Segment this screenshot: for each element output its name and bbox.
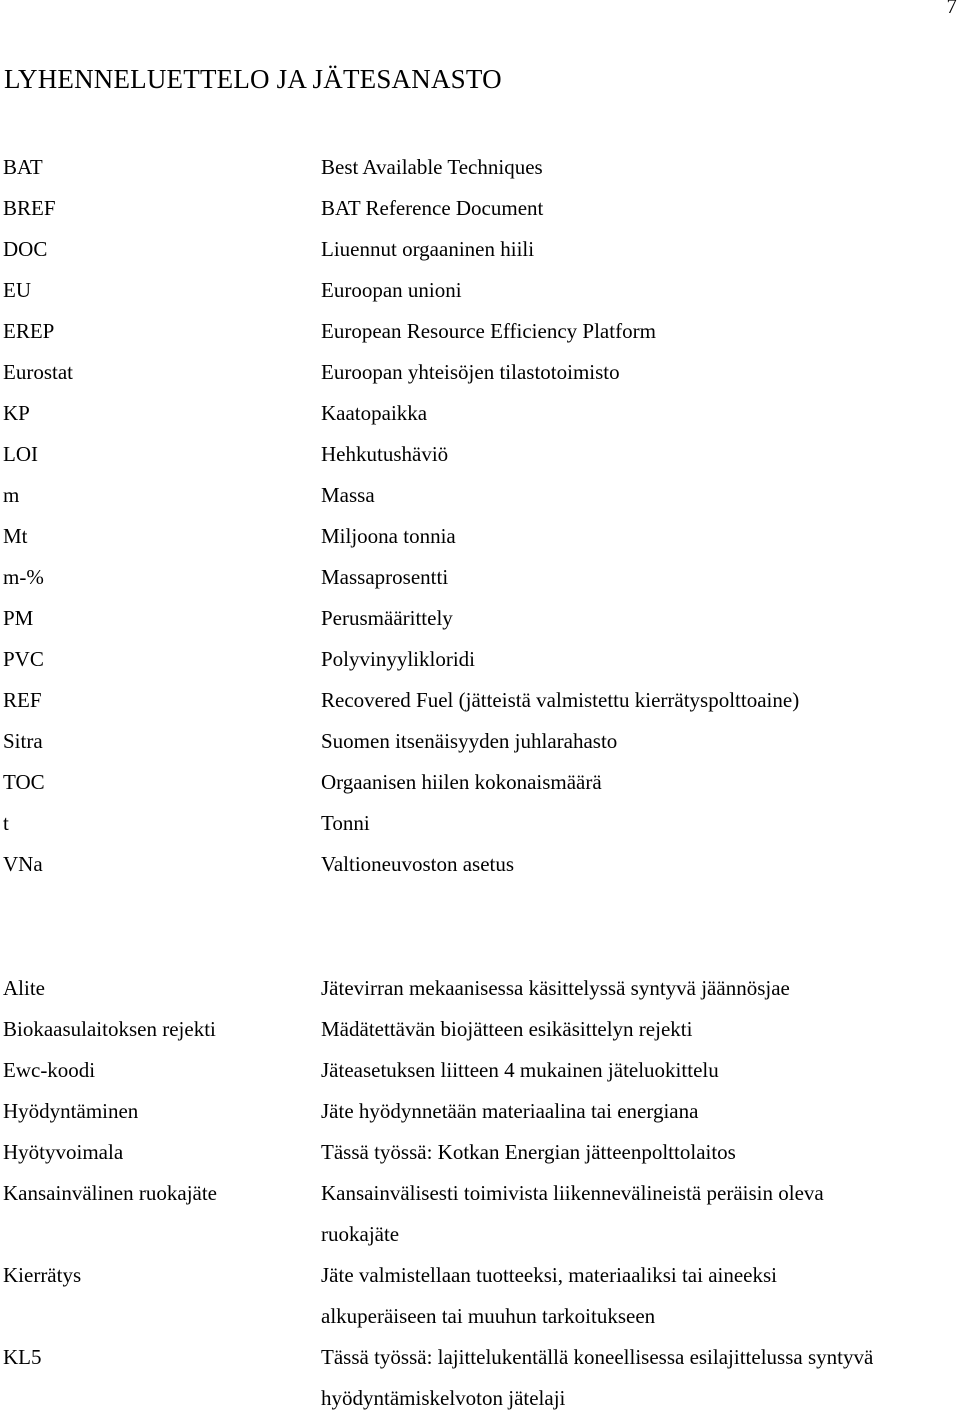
abbreviation-term: m bbox=[3, 483, 20, 507]
abbreviation-definition: European Resource Efficiency Platform bbox=[321, 319, 656, 343]
abbreviation-definition: Kaatopaikka bbox=[321, 401, 428, 425]
abbreviation-definition: Orgaanisen hiilen kokonaismäärä bbox=[321, 770, 602, 794]
abbreviation-definition: Massaprosentti bbox=[321, 565, 449, 589]
glossary-definition: Tässä työssä: Kotkan Energian jätteenpolttolaitos bbox=[321, 1140, 736, 1164]
abbreviation-definition: Hehkutushäviö bbox=[321, 442, 449, 466]
glossary-definition-continuation: alkuperäiseen tai muuhun tarkoitukseen bbox=[321, 1304, 656, 1328]
abbreviation-row bbox=[0, 270, 960, 311]
glossary-term: Alite bbox=[3, 976, 45, 1000]
abbreviation-definition: Valtioneuvoston asetus bbox=[321, 852, 515, 876]
abbreviation-row bbox=[0, 762, 960, 803]
abbreviation-term: Mt bbox=[3, 524, 28, 548]
abbreviation-term: Sitra bbox=[3, 729, 43, 753]
abbreviation-term: REF bbox=[3, 688, 42, 712]
abbreviation-term: LOI bbox=[3, 442, 38, 466]
abbreviation-term: PVC bbox=[3, 647, 44, 671]
abbreviation-term: EU bbox=[3, 278, 31, 302]
abbreviation-row bbox=[0, 557, 960, 598]
abbreviation-definition: Perusmäärittely bbox=[321, 606, 453, 630]
glossary-definition: Jätevirran mekaanisessa käsittelyssä syntyvä jäännösjae bbox=[321, 976, 790, 1000]
abbreviation-term: KP bbox=[3, 401, 30, 425]
abbreviation-term: EREP bbox=[3, 319, 55, 343]
glossary-definition-continuation: hyödyntämiskelvoton jätelaji bbox=[321, 1386, 566, 1410]
abbreviation-definition: Euroopan unioni bbox=[321, 278, 462, 302]
glossary-definition: Tässä työssä: lajittelukentällä koneellisessa esilajittelussa syntyvä bbox=[321, 1345, 874, 1369]
glossary-definition: Mädätettävän biojätteen esikäsittelyn rejekti bbox=[321, 1017, 693, 1041]
abbreviation-term: TOC bbox=[3, 770, 45, 794]
page-title: LYHENNELUETTELO JA JÄTESANASTO bbox=[4, 64, 502, 94]
glossary-row bbox=[0, 1091, 960, 1132]
abbreviation-row bbox=[0, 352, 960, 393]
abbreviation-row bbox=[0, 516, 960, 557]
glossary-definition: Jäte valmistellaan tuotteeksi, materiaaliksi tai aineeksi bbox=[321, 1263, 778, 1287]
abbreviation-row bbox=[0, 311, 960, 352]
glossary-term: KL5 bbox=[3, 1345, 42, 1369]
glossary-row bbox=[0, 1009, 960, 1050]
glossary-definition: Jäteasetuksen liitteen 4 mukainen jäteluokittelu bbox=[321, 1058, 719, 1082]
glossary-row bbox=[0, 968, 960, 1009]
glossary-definition: Jäte hyödynnetään materiaalina tai energiana bbox=[321, 1099, 699, 1123]
abbreviation-row bbox=[0, 803, 960, 844]
glossary-row bbox=[0, 1173, 960, 1214]
glossary-row-continuation bbox=[0, 1296, 960, 1337]
abbreviation-term: PM bbox=[3, 606, 34, 630]
glossary-term: Ewc-koodi bbox=[3, 1058, 96, 1082]
abbreviation-term: BREF bbox=[3, 196, 56, 220]
glossary-row bbox=[0, 1050, 960, 1091]
abbreviation-term: m-% bbox=[3, 565, 44, 589]
abbreviation-definition: Liuennut orgaaninen hiili bbox=[321, 237, 535, 261]
abbreviation-term: DOC bbox=[3, 237, 48, 261]
abbreviation-row bbox=[0, 721, 960, 762]
glossary-term: Hyödyntäminen bbox=[3, 1099, 139, 1123]
glossary-term: Hyötyvoimala bbox=[3, 1140, 124, 1164]
glossary-term: Kierrätys bbox=[3, 1263, 82, 1287]
abbreviation-term: t bbox=[3, 811, 9, 835]
abbreviation-definition: Euroopan yhteisöjen tilastotoimisto bbox=[321, 360, 620, 384]
glossary-definition-continuation: ruokajäte bbox=[321, 1222, 400, 1246]
abbreviation-row bbox=[0, 434, 960, 475]
abbreviation-term: BAT bbox=[3, 155, 43, 179]
glossary-term: Kansainvälinen ruokajäte bbox=[3, 1181, 217, 1205]
abbreviation-row bbox=[0, 844, 960, 885]
abbreviation-definition: Polyvinyylikloridi bbox=[321, 647, 476, 671]
abbreviation-definition: Suomen itsenäisyyden juhlarahasto bbox=[321, 729, 618, 753]
abbreviation-definition: BAT Reference Document bbox=[321, 196, 544, 220]
abbreviation-list bbox=[0, 147, 960, 885]
abbreviation-row bbox=[0, 598, 960, 639]
abbreviation-definition: Massa bbox=[321, 483, 375, 507]
glossary-term: Biokaasulaitoksen rejekti bbox=[3, 1017, 216, 1041]
abbreviation-definition: Recovered Fuel (jätteistä valmistettu kierrätyspolttoaine) bbox=[321, 688, 800, 712]
abbreviation-row bbox=[0, 393, 960, 434]
abbreviation-term: VNa bbox=[3, 852, 43, 876]
abbreviation-row bbox=[0, 229, 960, 270]
page-number: 7 bbox=[946, 0, 957, 18]
abbreviation-row bbox=[0, 680, 960, 721]
abbreviation-row bbox=[0, 475, 960, 516]
abbreviation-definition: Best Available Techniques bbox=[321, 155, 543, 179]
abbreviation-row bbox=[0, 147, 960, 188]
glossary-row-continuation bbox=[0, 1214, 960, 1255]
glossary-list bbox=[0, 968, 960, 1419]
abbreviation-definition: Miljoona tonnia bbox=[321, 524, 456, 548]
abbreviation-row bbox=[0, 188, 960, 229]
abbreviation-definition: Tonni bbox=[321, 811, 370, 835]
glossary-row bbox=[0, 1255, 960, 1296]
glossary-row bbox=[0, 1132, 960, 1173]
glossary-definition: Kansainvälisesti toimivista liikennevälineistä peräisin oleva bbox=[321, 1181, 824, 1205]
abbreviation-term: Eurostat bbox=[3, 360, 73, 384]
glossary-row bbox=[0, 1337, 960, 1378]
abbreviation-row bbox=[0, 639, 960, 680]
